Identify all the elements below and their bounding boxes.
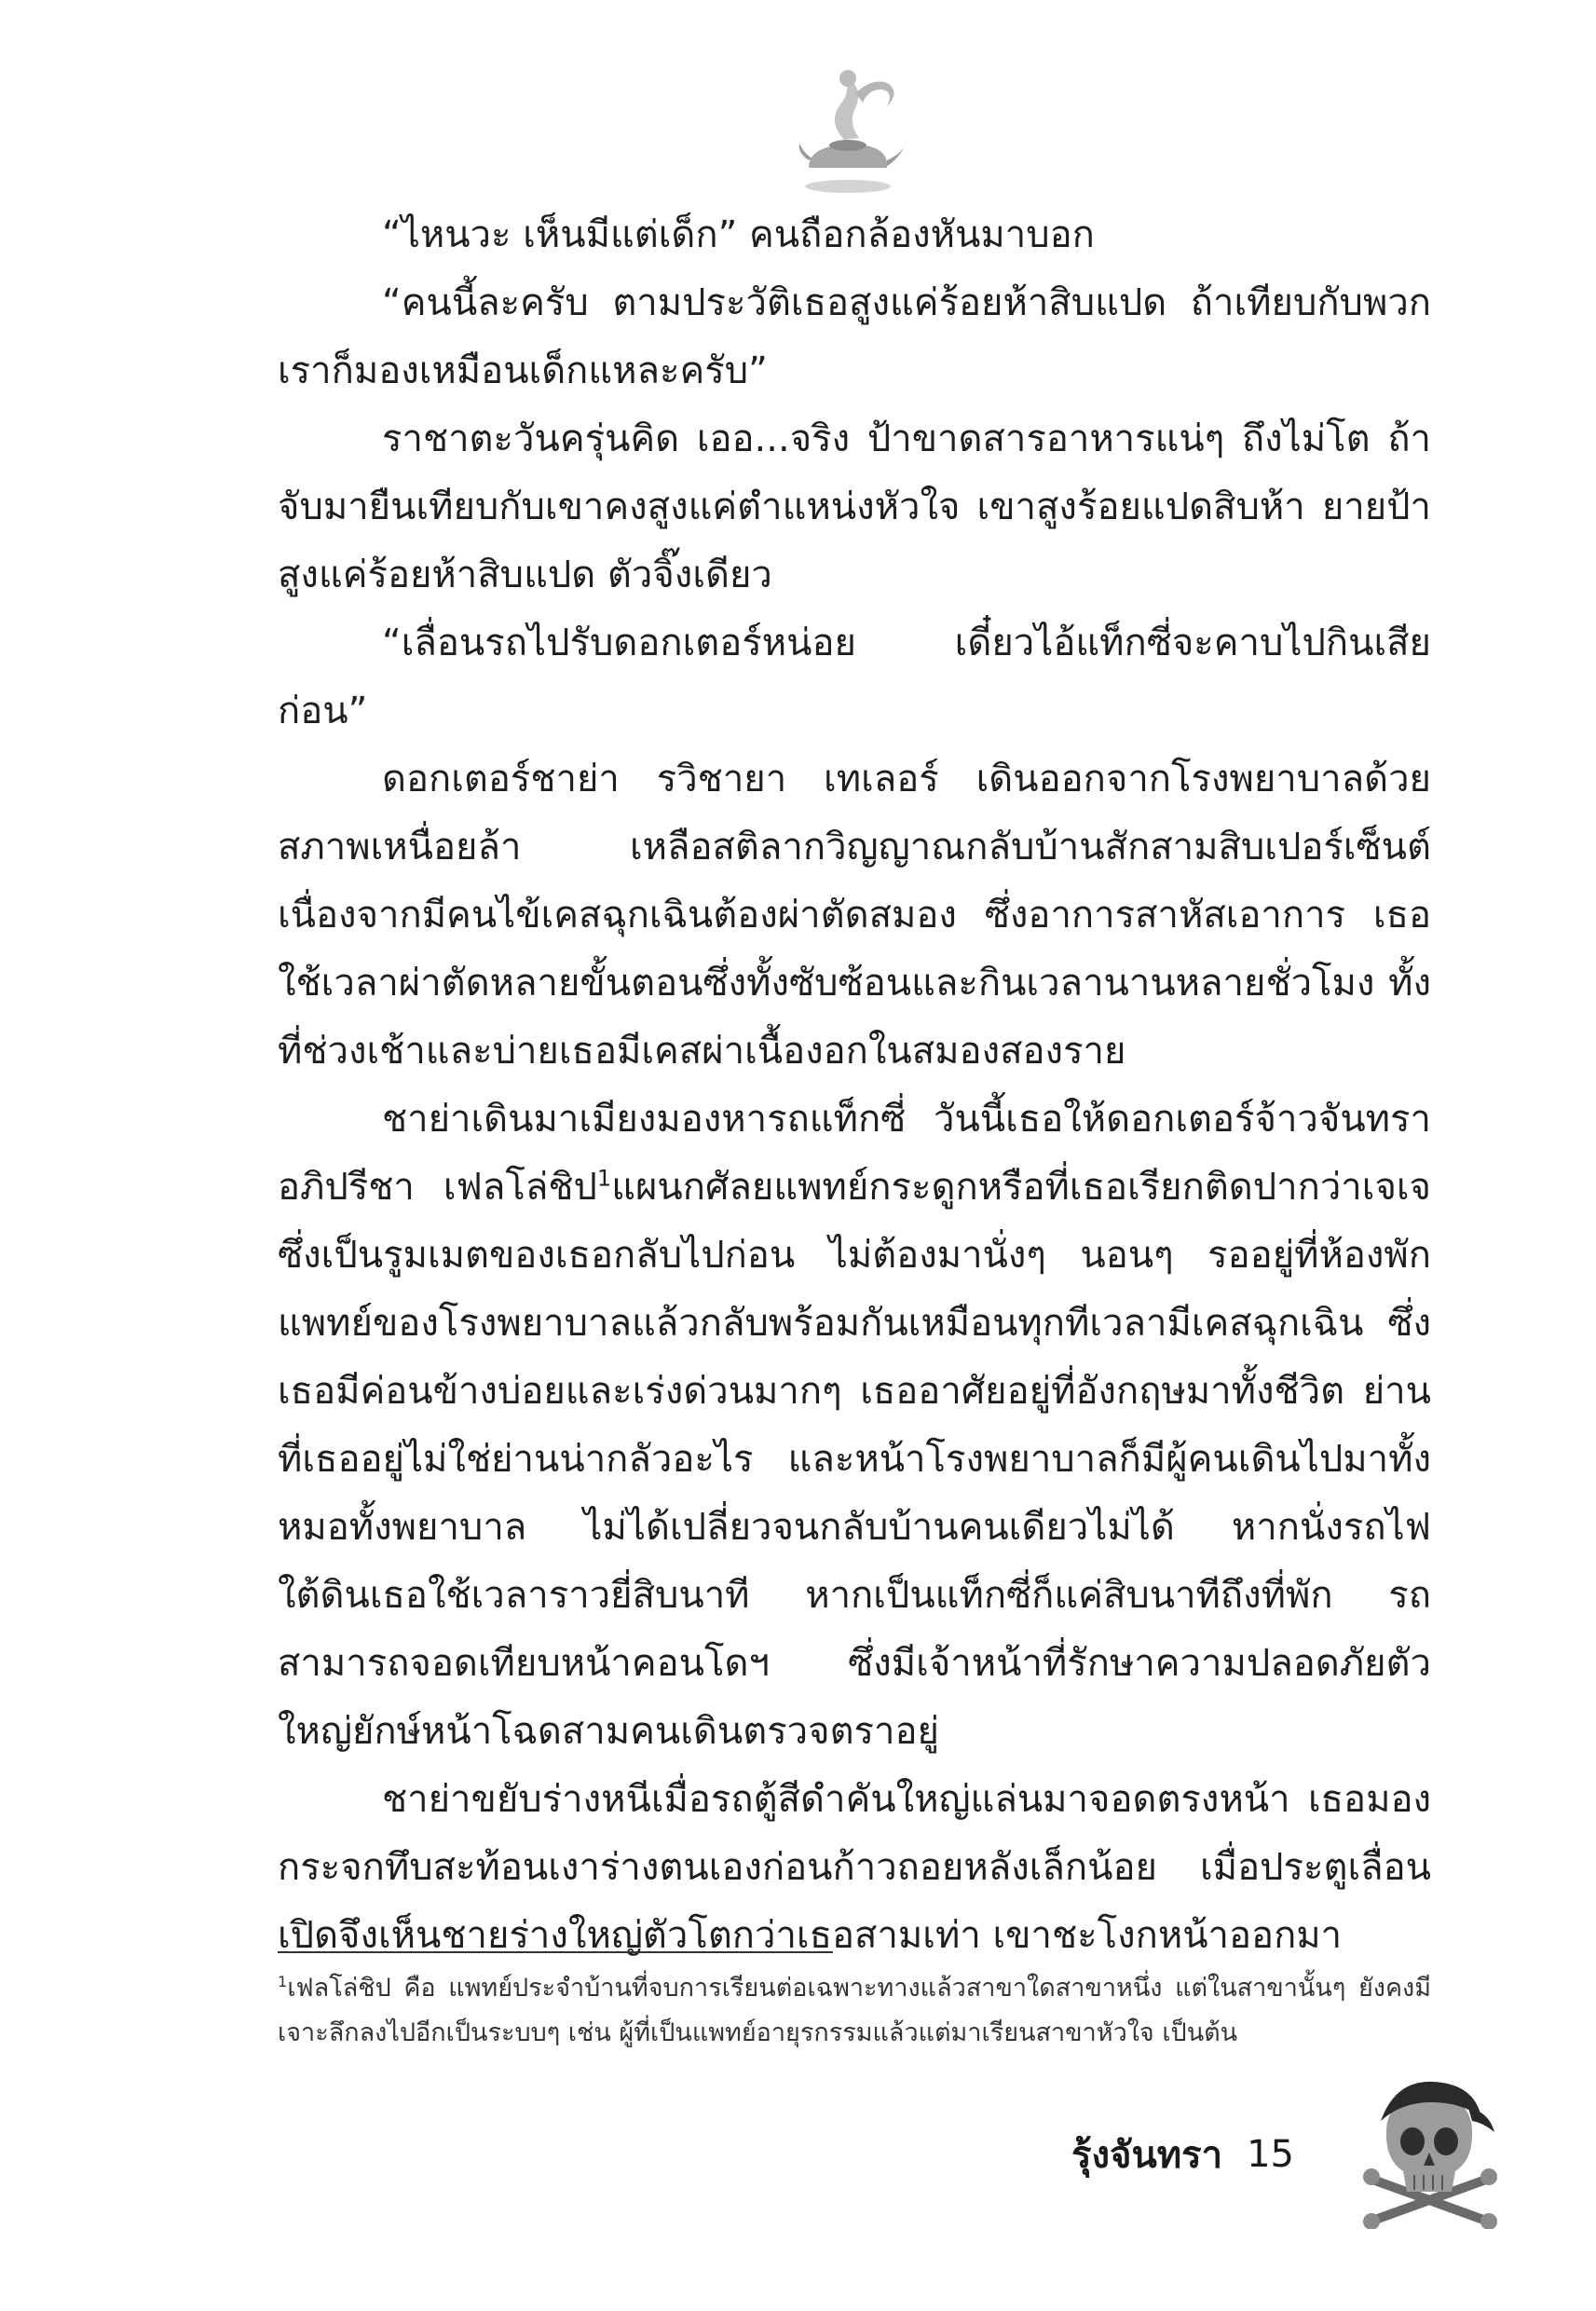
paragraph-text: แผนกศัลยแพทย์กระดูกหรือที่เธอเรียกติดปากว่าเจเจซึ่งเป็นรูมเมตของเธอกลับไปก่อน ไม่ต้องมานั่งๆ นอนๆ รออยู่ที่ห้องพักแพทย์ของโรงพยาบาลแล้วกลับพร้อมกันเหมือนทุกทีเวลามีเคสฉุกเฉิน ซึ่งเธอมีค่อนข้างบ่อยและเร่งด่วนมากๆ เธออาศัยอยู่ที่อังกฤษมาทั้งชีวิต ย่านที่เธออยู่ไม่ใช่ย่านน่ากลัวอะไร และหน้าโรงพยาบาลก็มีผู้คนเดินไปมาทั้งหมอทั้งพยาบาล ไม่ได้เปลี่ยวจนกลับบ้านคนเดียวไม่ได้ หากนั่งรถไฟใต้ดินเธอใช้เวลาราวยี่สิบนาที หากเป็นแท็กซี่ก็แค่สิบนาทีถึงที่พัก รถสามารถจอดเทียบหน้าคอนโดฯ ซึ่งมีเจ้าหน้าที่รักษาความปลอดภัยตัวใหญ่ยักษ์หน้าโฉดสามคนเดินตรวจตราอยู่ [278, 1166, 1431, 1753]
footnote-marker: 1 [278, 1973, 288, 1990]
page-number: 15 [1247, 2133, 1295, 2176]
page-body [278, 201, 1431, 1957]
footnote [278, 1966, 1431, 2056]
page-footer [1071, 2117, 1294, 2192]
paragraph: ชาย่าขยับร่างหนีเมื่อรถตู้สีดำคันใหญ่แล่นมาจอดตรงหน้า เธอมองกระจกทึบสะท้อนเงาร่างตนเองก่อนก้าวถอยหลังเล็กน้อย เมื่อประตูเลื่อนเปิดจึงเห็นชายร่างใหญ่ตัวโตกว่าเธอสามเท่า เขาชะโงกหน้าออกมา [278, 1778, 1431, 1957]
footnote-reference: 1 [596, 1165, 612, 1192]
paragraph: “คนนี้ละครับ ตามประวัติเธอสูงแค่ร้อยห้าสิบแปด ถ้าเทียบกับพวกเราก็มองเหมือนเด็กแหละครับ” [278, 281, 1431, 392]
book-title: รุ้งจันทรา [1071, 2134, 1223, 2177]
genie-lamp-icon [790, 56, 911, 196]
paragraph-text: ชาย่าเดินมาเมียงมองหารถแท็กซี่ วันนี้เธอให้ดอกเตอร์จ้าวจันทรา อภิปรีชา เฟลโล่ชิป [278, 1098, 1431, 1209]
pirate-skull-icon [1358, 2071, 1498, 2229]
paragraph [278, 1086, 1431, 1766]
paragraph: “ไหนวะ เห็นมีแต่เด็ก” คนถือกล้องหันมาบอก [382, 213, 1095, 256]
paragraph: ราชาตะวันครุ่นคิด เออ...จริง ป้าขาดสารอาหารแน่ๆ ถึงไม่โต ถ้าจับมายืนเทียบกับเขาคงสูงแค่ตำแหน่งหัวใจ เขาสูงร้อยแปดสิบห้า ยายป้าสูงแค่ร้อยห้าสิบแปด ตัวจิ๊งเดียว [278, 417, 1431, 596]
footnote-text: เฟลโล่ชิป คือ แพทย์ประจำบ้านที่จบการเรียนต่อเฉพาะทางแล้วสาขาใดสาขาหนึ่ง แต่ในสาขานั้นๆ ยังคงมีเจาะลึกลงไปอีกเป็นระบบๆ เช่น ผู้ที่เป็นแพทย์อายุรกรรมแล้วแต่มาเรียนสาขาหัวใจ เป็นต้น [278, 1974, 1431, 2047]
paragraph: ดอกเตอร์ชาย่า รวิชายา เทเลอร์ เดินออกจากโรงพยาบาลด้วยสภาพเหนื่อยล้า เหลือสติลากวิญญาณกลับบ้านสักสามสิบเปอร์เซ็นต์ เนื่องจากมีคนไข้เคสฉุกเฉินต้องผ่าตัดสมอง ซึ่งอาการสาหัสเอาการ เธอใช้เวลาผ่าตัดหลายขั้นตอนซึ่งทั้งซับซ้อนและกินเวลานานหลายชั่วโมง ทั้งที่ช่วงเช้าและบ่ายเธอมีเคสผ่าเนื้องอกในสมองสองราย [278, 758, 1431, 1073]
paragraph: “เลื่อนรถไปรับดอกเตอร์หน่อย เดี๋ยวไอ้แท็กซี่จะคาบไปกินเสียก่อน” [278, 622, 1431, 732]
footnote-divider [278, 1951, 833, 1953]
